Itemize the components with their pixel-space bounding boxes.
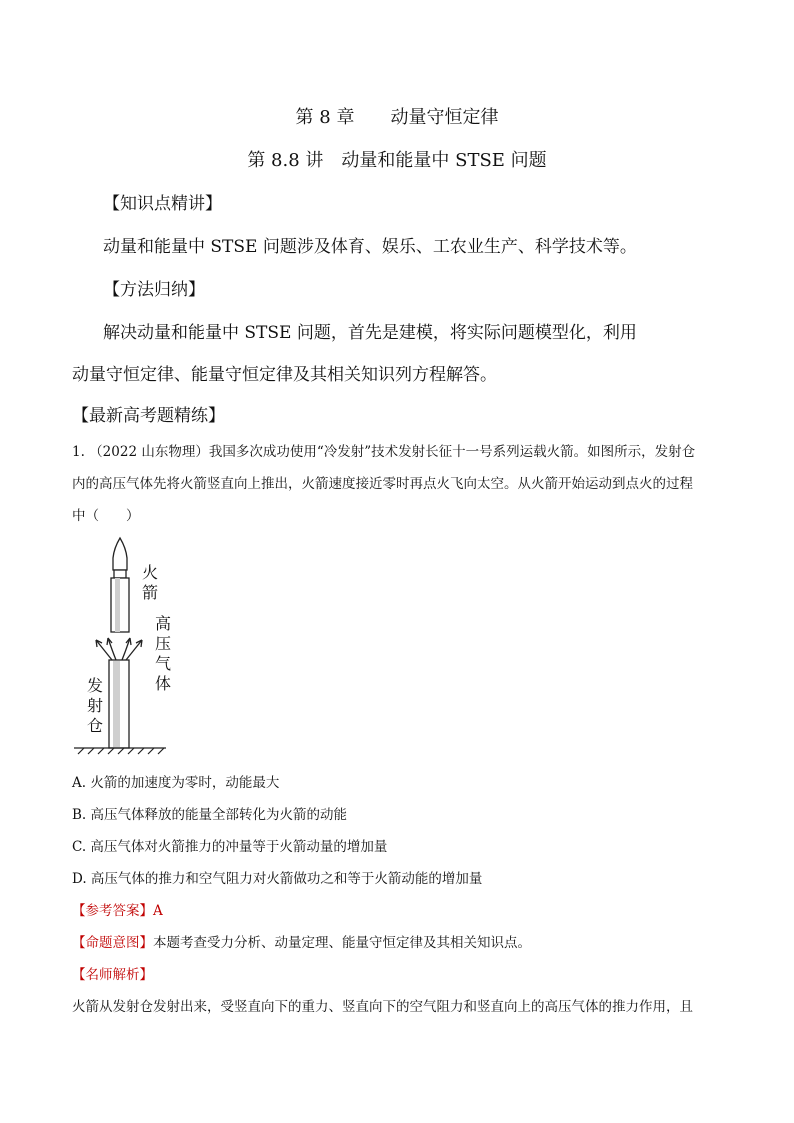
option-d: D. 高压气体的推力和空气阻力对火箭做功之和等于火箭动能的增加量	[72, 871, 483, 887]
answer-label: 【参考答案】	[72, 903, 153, 919]
exam-heading: 【最新高考题精练】	[72, 406, 225, 426]
answer-value: A	[153, 903, 163, 919]
knowledge-text: 动量和能量中 STSE 问题涉及体育、娱乐、工农业生产、科学技术等。	[103, 237, 637, 257]
method-line-2: 动量守恒定律、能量守恒定律及其相关知识列方程解答。	[72, 365, 497, 385]
rocket-icon	[111, 538, 129, 632]
label-silo: 发射仓	[87, 676, 104, 735]
answer-line	[72, 899, 163, 919]
knowledge-heading: 【知识点精讲】	[103, 194, 222, 214]
question-line-2: 内的高压气体先将火箭竖直向上推出，火箭速度接近零时再点火飞向太空。从火箭开始运动到点火的过程	[72, 476, 693, 492]
method-line-1: 解决动量和能量中 STSE 问题，首先是建模，将实际问题模型化，利用	[103, 323, 637, 343]
question-line-1: 1. （2022 山东物理）我国多次成功使用“冷发射”技术发射长征十一号系列运载火箭。如图所示，发射仓	[72, 444, 696, 460]
gas-arrows-icon	[96, 638, 142, 660]
lecture-title: 第 8.8 讲 动量和能量中 STSE 问题	[247, 150, 547, 171]
option-b: B. 高压气体释放的能量全部转化为火箭的动能	[72, 807, 348, 823]
intent-label: 【命题意图】	[72, 935, 153, 951]
silo-icon	[109, 660, 129, 748]
intent-line	[72, 931, 531, 951]
ground-icon	[74, 748, 166, 754]
method-heading: 【方法归纳】	[103, 280, 205, 300]
option-a: A. 火箭的加速度为零时，动能最大	[72, 775, 280, 791]
option-c: C. 高压气体对火箭推力的冲量等于火箭动量的增加量	[72, 839, 388, 855]
analysis-text: 火箭从发射仓发射出来，受竖直向下的重力、竖直向下的空气阻力和竖直向上的高压气体的推力作用，且	[72, 999, 693, 1015]
question-line-3: 中（ ）	[72, 508, 140, 524]
intent-text: 本题考查受力分析、动量定理、能量守恒定律及其相关知识点。	[153, 935, 531, 951]
label-rocket: 火箭	[142, 563, 159, 602]
analysis-label: 【名师解析】	[72, 967, 153, 983]
label-gas: 高压气体	[155, 614, 172, 693]
chapter-title: 第 8 章 动量守恒定律	[295, 107, 499, 128]
